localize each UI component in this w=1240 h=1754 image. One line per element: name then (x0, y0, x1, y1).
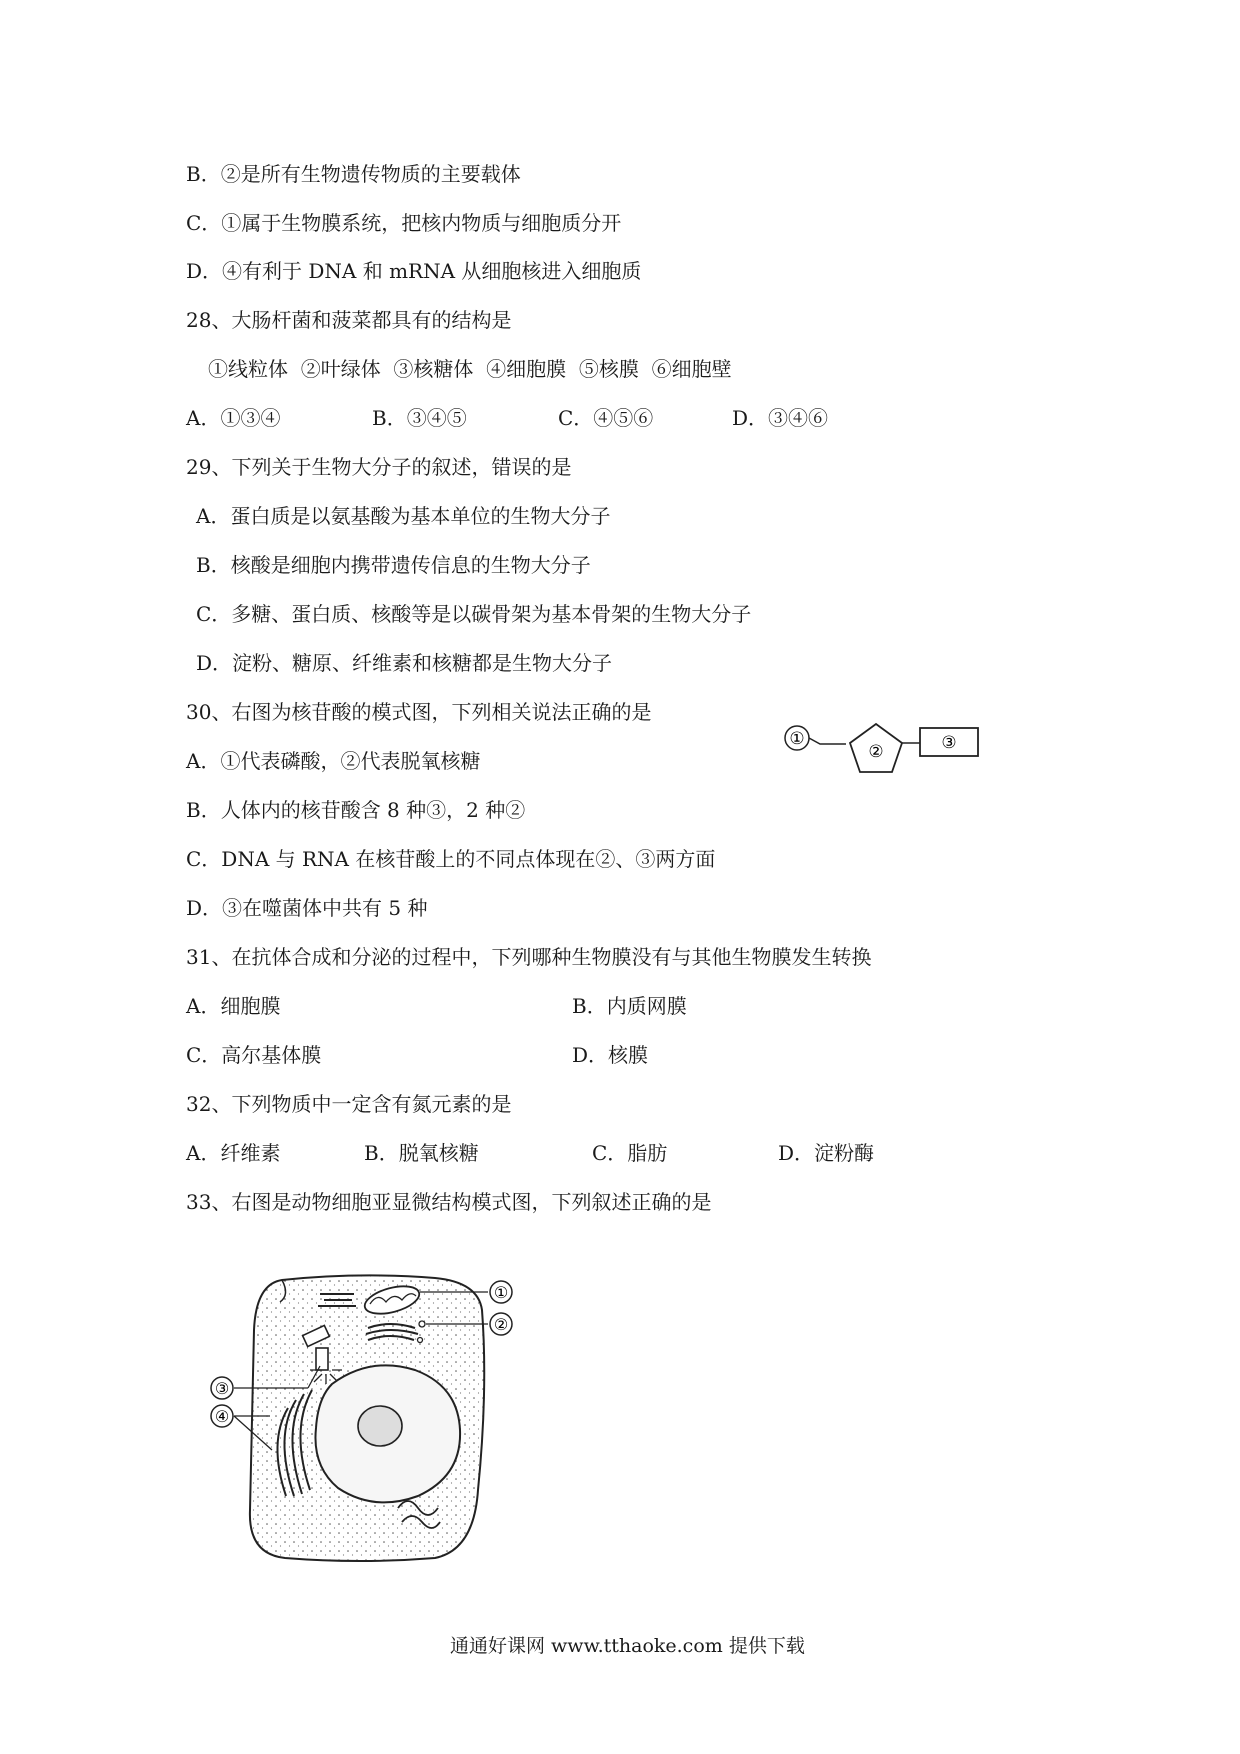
q27-option-d: D．④有利于 DNA 和 mRNA 从细胞核进入细胞质 (186, 259, 642, 283)
nucleotide-label-2: ② (868, 742, 884, 762)
cell-label-2: ② (493, 1315, 509, 1334)
page-footer: 通通好课网 www.tthaoke.com 提供下载 (450, 1635, 805, 1657)
q28-option-c: C．④⑤⑥ (558, 406, 654, 430)
animal-cell-diagram (214, 1270, 580, 1570)
q29-option-c: C．多糖、蛋白质、核酸等是以碳骨架为基本骨架的生物大分子 (196, 602, 752, 626)
q27-option-c: C．①属于生物膜系统，把核内物质与细胞质分开 (186, 211, 622, 235)
q31-option-b: B．内质网膜 (572, 994, 687, 1018)
cell-label-3: ③ (214, 1379, 230, 1398)
q32-option-d: D．淀粉酶 (778, 1141, 875, 1165)
q28-option-b: B．③④⑤ (372, 406, 467, 430)
q29-option-b: B．核酸是细胞内携带遗传信息的生物大分子 (196, 553, 591, 577)
question-32: 32、下列物质中一定含有氮元素的是 (186, 1092, 512, 1116)
q30-option-b: B．人体内的核苷酸含 8 种③，2 种② (186, 798, 526, 822)
q30-option-a: A．①代表磷酸，②代表脱氧核糖 (186, 749, 481, 773)
q32-option-b: B．脱氧核糖 (364, 1141, 479, 1165)
question-28: 28、大肠杆菌和菠菜都具有的结构是 (186, 308, 512, 332)
phosphate-bond (809, 738, 846, 744)
nucleotide-diagram (780, 720, 990, 790)
q30-option-c: C．DNA 与 RNA 在核苷酸上的不同点体现在②、③两方面 (186, 847, 716, 871)
question-30: 30、右图为核苷酸的模式图，下列相关说法正确的是 (186, 700, 652, 724)
question-33: 33、右图是动物细胞亚显微结构模式图，下列叙述正确的是 (186, 1190, 712, 1214)
q29-option-d: D．淀粉、糖原、纤维素和核糖都是生物大分子 (196, 651, 613, 675)
q28-option-d: D．③④⑥ (732, 406, 829, 430)
question-29: 29、下列关于生物大分子的叙述，错误的是 (186, 455, 572, 479)
nucleotide-label-1: ① (789, 729, 805, 749)
q32-option-a: A．纤维素 (186, 1141, 281, 1165)
q28-option-a: A．①③④ (186, 406, 281, 430)
q27-option-b: B．②是所有生物遗传物质的主要载体 (186, 162, 521, 186)
q32-option-c: C．脂肪 (592, 1141, 668, 1165)
q31-option-d: D．核膜 (572, 1043, 649, 1067)
cell-label-4: ④ (214, 1407, 230, 1426)
q29-option-a: A．蛋白质是以氨基酸为基本单位的生物大分子 (196, 504, 611, 528)
q31-option-c: C．高尔基体膜 (186, 1043, 322, 1067)
q30-option-d: D．③在噬菌体中共有 5 种 (186, 896, 428, 920)
question-28-items: ①线粒体 ②叶绿体 ③核糖体 ④细胞膜 ⑤核膜 ⑥细胞壁 (208, 357, 732, 381)
cell-label-1: ① (493, 1283, 509, 1302)
question-31: 31、在抗体合成和分泌的过程中，下列哪种生物膜没有与其他生物膜发生转换 (186, 945, 872, 969)
nucleolus (358, 1406, 402, 1446)
q31-option-a: A．细胞膜 (186, 994, 281, 1018)
nucleotide-label-3: ③ (941, 733, 957, 753)
